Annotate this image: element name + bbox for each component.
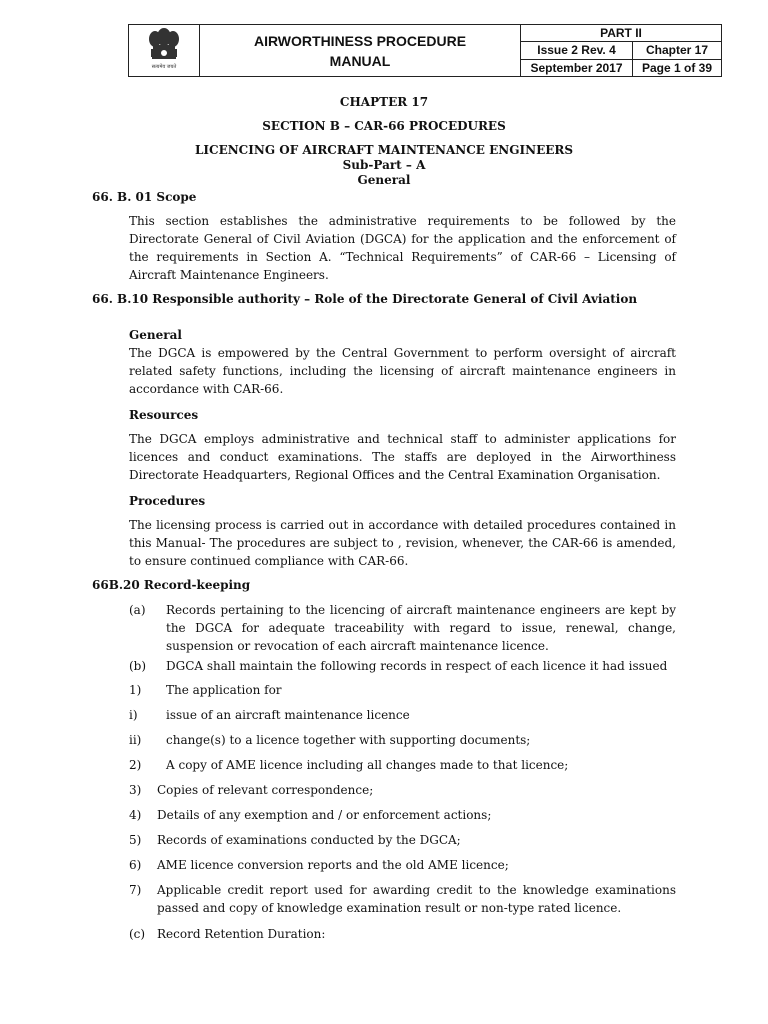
list-text: The application for [166, 683, 282, 697]
authority-general-title: General [129, 328, 182, 342]
list-text: Details of any exemption and / or enforcement actions; [157, 808, 492, 822]
general-heading: General [357, 173, 411, 187]
list-text: issue of an aircraft maintenance licence [166, 708, 410, 722]
national-emblem-icon [144, 27, 184, 71]
resources-title: Resources [129, 408, 199, 422]
date-label: September 2017 [521, 59, 633, 76]
list-label: (a) [129, 603, 146, 617]
list-label: (c) [129, 927, 146, 941]
chapter-label: Chapter 17 [633, 42, 722, 59]
list-text: A copy of AME licence including all changes made to that licence; [166, 758, 569, 772]
list-item [129, 831, 676, 849]
chapter-heading: CHAPTER 17 [339, 95, 429, 109]
list-label: 7) [129, 883, 142, 897]
list-item [129, 781, 676, 799]
list-text: AME licence conversion reports and the old AME licence; [157, 858, 509, 872]
title-line-1: AIRWORTHINESS PROCEDURE [253, 32, 467, 49]
list-label: ii) [129, 733, 142, 747]
list-text: Records of examinations conducted by the DGCA; [157, 833, 461, 847]
list-item [129, 601, 676, 655]
list-label: 5) [129, 833, 142, 847]
title-line-2: MANUAL [329, 52, 391, 69]
list-label: 6) [129, 858, 142, 872]
licensing-heading: LICENCING OF AIRCRAFT MAINTENANCE ENGINEERS [194, 143, 574, 157]
list-item [129, 806, 676, 824]
part-label: PART II [521, 25, 722, 42]
list-text: change(s) to a licence together with supporting documents; [166, 733, 531, 747]
list-label: i) [129, 708, 138, 722]
list-text: Records pertaining to the licencing of aircraft maintenance engineers are kept by the DGCA for adequate traceability with regard to issue, renewal, change, suspension or revocation of each aircraft maintenance licence. [166, 603, 676, 653]
list-label: 1) [129, 683, 142, 697]
procedures-title: Procedures [129, 494, 206, 508]
record-keeping-heading: 66B.20 Record-keeping [92, 578, 251, 592]
procedures-text: The licensing process is carried out in accordance with detailed procedures contained in this Manual- The procedures are subject to , revision, whenever, the CAR-66 is amended, to ensure continued compliance with CAR-66. [129, 518, 676, 568]
svg-text:सत्यमेव जयते: सत्यमेव जयते [151, 63, 177, 70]
list-item [129, 731, 676, 749]
list-label: (b) [129, 659, 147, 673]
list-item [129, 881, 676, 917]
list-item [129, 856, 676, 874]
list-label: 3) [129, 783, 142, 797]
issue-label: Issue 2 Rev. 4 [521, 42, 633, 59]
list-label: 4) [129, 808, 142, 822]
list-text: Record Retention Duration: [157, 927, 326, 941]
list-item [129, 925, 676, 943]
manual-title [200, 25, 521, 77]
list-text: Copies of relevant correspondence; [157, 783, 374, 797]
emblem-cell [129, 25, 200, 77]
authority-general-text: The DGCA is empowered by the Central Government to perform oversight of aircraft related safety functions, including the licensing of aircraft maintenance engineers in accordance with CAR-66. [129, 346, 676, 396]
document-body [92, 93, 676, 943]
resources-text: The DGCA employs administrative and technical staff to administer applications for licences and conduct examinations. The staffs are deployed in the Airworthiness Directorate Headquarters, Regional Offices and the Central Examination Organisation. [129, 432, 676, 482]
scope-heading: 66. B. 01 Scope [92, 190, 197, 204]
list-item [129, 706, 676, 724]
list-text: DGCA shall maintain the following records in respect of each licence it had issued [166, 659, 668, 673]
list-label: 2) [129, 758, 142, 772]
page-label: Page 1 of 39 [633, 59, 722, 76]
list-text: Applicable credit report used for awarding credit to the knowledge examinations passed and copy of knowledge examination result or non-type rated licence. [157, 883, 676, 915]
section-heading: SECTION B – CAR-66 PROCEDURES [262, 119, 506, 133]
list-item [129, 657, 676, 675]
authority-heading: 66. B.10 Responsible authority – Role of the Directorate General of Civil Aviation [92, 292, 638, 306]
subpart-heading: Sub-Part – A [342, 158, 426, 172]
scope-text: This section establishes the administrative requirements to be followed by the Directorate General of Civil Aviation (DGCA) for the application and the enforcement of the requirements in Section A. “Technical Requirements” of CAR-66 – Licensing of Aircraft Maintenance Engineers. [129, 214, 676, 282]
header-table [128, 24, 722, 77]
list-item [129, 681, 676, 699]
list-item [129, 756, 676, 774]
